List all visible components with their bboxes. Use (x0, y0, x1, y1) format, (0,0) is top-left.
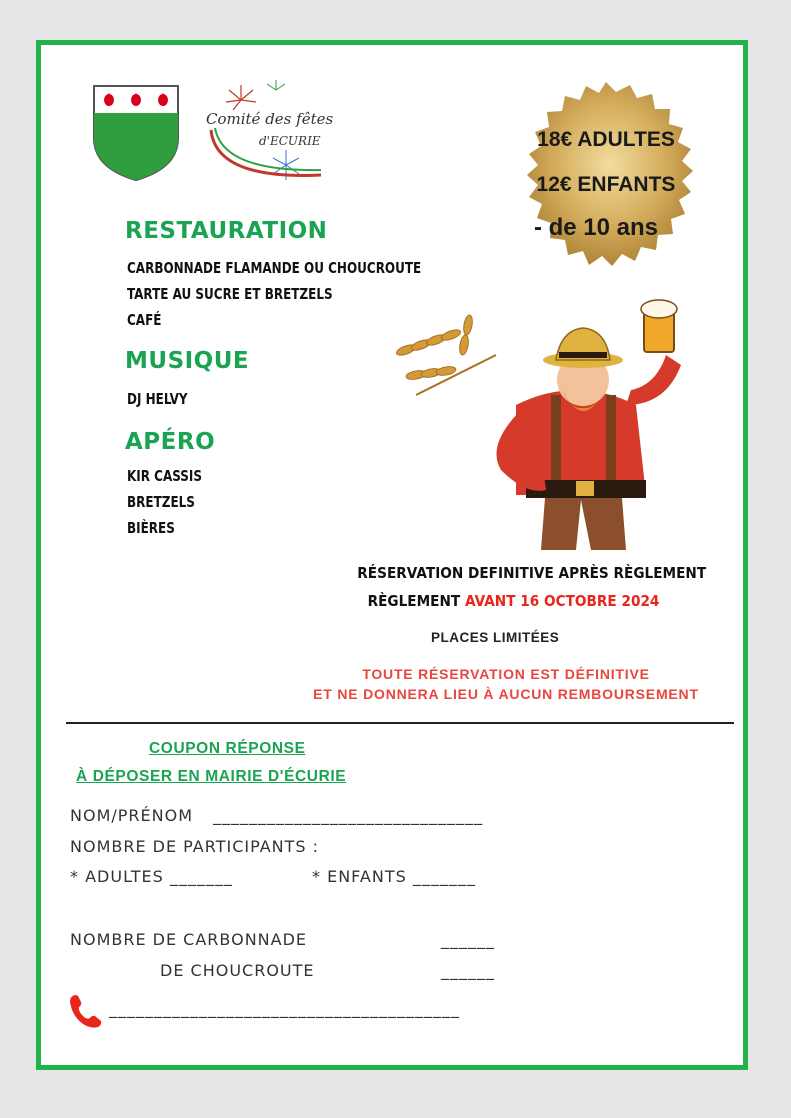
carbonnade-label: NOMBRE DE CARBONNADE (70, 930, 308, 949)
coupon-title: COUPON RÉPONSE (149, 740, 306, 757)
list-item: TARTE AU SUCRE ET BRETZELS (127, 285, 333, 303)
committee-name: Comité des fêtes (206, 110, 334, 128)
price-badge (506, 80, 706, 280)
list-item: CARBONNADE FLAMANDE OU CHOUCROUTE (127, 259, 422, 277)
reservation-line2 (357, 592, 669, 610)
musique-list (127, 386, 197, 412)
choucroute-field[interactable]: ______ (441, 961, 495, 980)
refund-warning (281, 664, 731, 704)
name-blank: ______________________________ (213, 806, 484, 825)
phone-field[interactable]: _______________________________________ (109, 999, 460, 1018)
apero-title: APÉRO (125, 429, 216, 455)
limited-places: PLACES LIMITÉES (431, 630, 560, 645)
list-item: DJ HELVY (127, 390, 188, 408)
restauration-title: RESTAURATION (125, 218, 328, 244)
adults-field[interactable]: * ADULTES _______ (70, 867, 233, 886)
payment-deadline: AVANT 16 OCTOBRE 2024 (464, 592, 660, 610)
choucroute-label: DE CHOUCROUTE (160, 961, 315, 980)
name-label: NOM/PRÉNOM (70, 806, 193, 825)
list-item: CAFÉ (127, 311, 162, 329)
coupon-subtitle: À DÉPOSER EN MAIRIE D'ÉCURIE (76, 768, 347, 785)
village-coat-of-arms-icon (91, 83, 181, 183)
musique-title: MUSIQUE (125, 348, 250, 374)
child-price: 12€ ENFANTS (536, 173, 676, 196)
bavarian-man-with-beer-icon (376, 295, 686, 555)
list-item: KIR CASSIS (127, 467, 203, 485)
committee-logo (201, 80, 361, 190)
list-item: BRETZELS (127, 493, 195, 511)
adult-price: 18€ ADULTES (537, 128, 675, 151)
payment-label: RÈGLEMENT (367, 592, 461, 610)
apero-list (127, 463, 214, 541)
list-item: BIÈRES (127, 519, 175, 537)
cut-line-divider (66, 722, 734, 724)
child-age-note: - de 10 ans (533, 214, 659, 241)
phone-icon (67, 992, 105, 1030)
flyer-page (36, 40, 748, 1070)
warning-line2: ET NE DONNERA LIEU À AUCUN REMBOURSEMENT (313, 686, 699, 702)
children-field[interactable]: * ENFANTS _______ (312, 867, 476, 886)
participants-label: NOMBRE DE PARTICIPANTS : (70, 837, 320, 856)
reservation-line1: RÉSERVATION DEFINITIVE APRÈS RÈGLEMENT (357, 564, 707, 582)
warning-line1: TOUTE RÉSERVATION EST DÉFINITIVE (362, 666, 650, 682)
name-field[interactable] (70, 806, 483, 825)
carbonnade-field[interactable]: ______ (441, 930, 495, 949)
committee-village: d'ECURIE (259, 134, 321, 148)
